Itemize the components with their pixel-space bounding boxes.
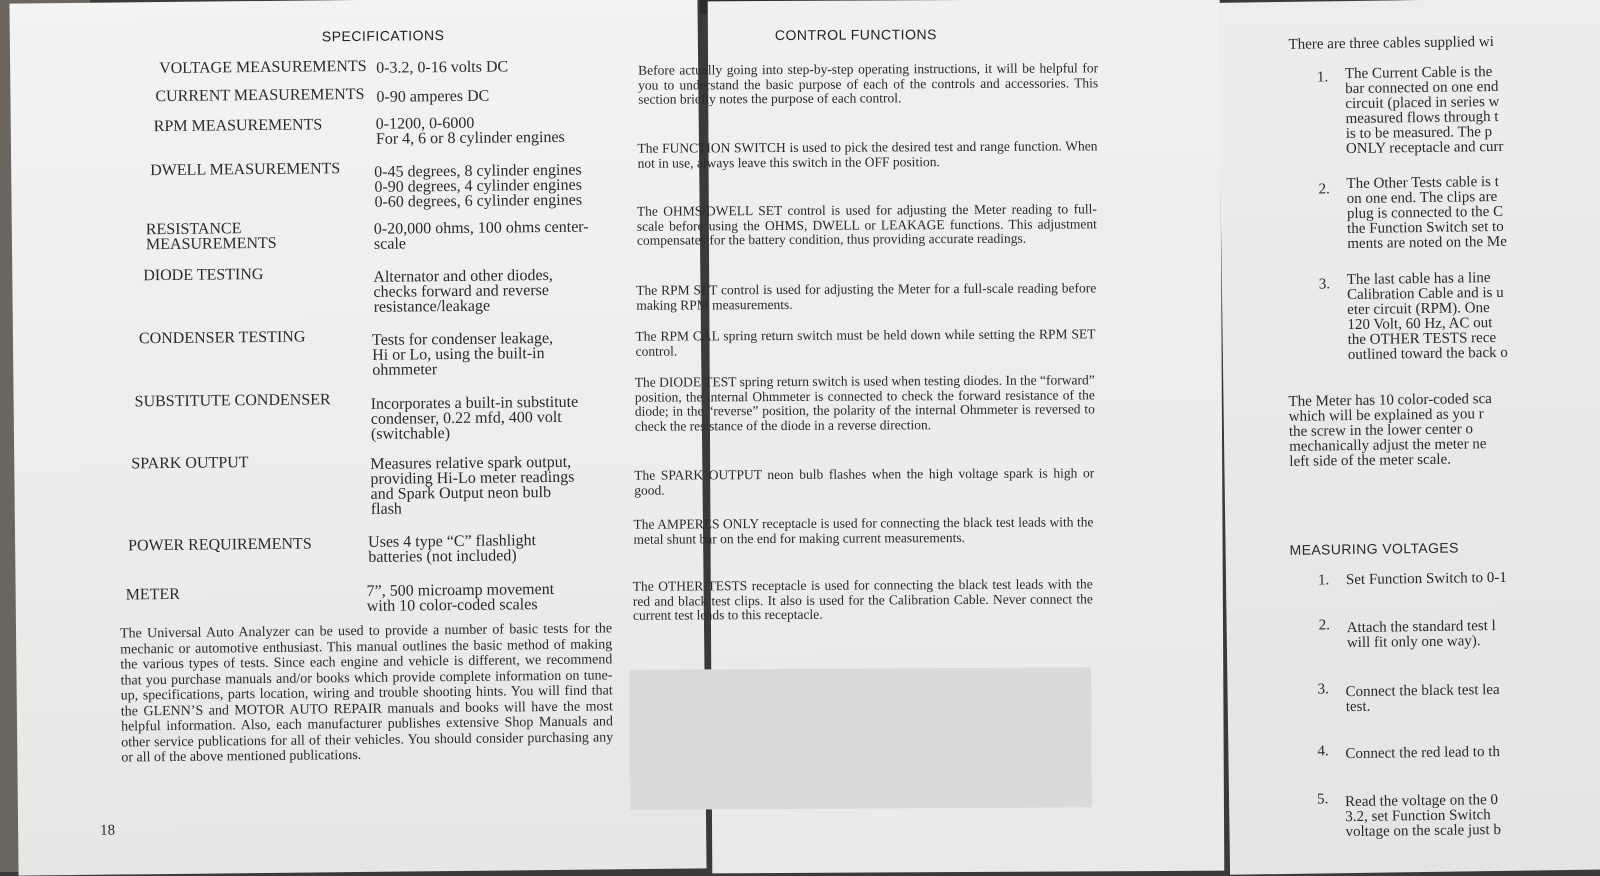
spec-label: DWELL MEASUREMENTS [150, 160, 341, 180]
illustration-placeholder [629, 667, 1092, 809]
spec-label: SPARK OUTPUT [131, 454, 249, 473]
step-item: Connect the black test lea test. [1345, 681, 1500, 716]
specifications-heading: SPECIFICATIONS [321, 27, 445, 45]
spec-value: Incorporates a built-in substitute condenser, 0.22 mfd, 400 volt (switchable) [370, 393, 579, 443]
right-page [632, 0, 1225, 873]
control-paragraph: The AMPERES ONLY receptacle is used for connecting the black test leads with the metal shunt bar on the end for making current measurements. [633, 514, 1094, 547]
list-number: 1. [1317, 572, 1330, 589]
cables-intro: There are three cables supplied wi [1288, 33, 1494, 53]
far-right-page [1218, 0, 1600, 875]
spec-value: Uses 4 type “C” flashlight batteries (not included) [368, 532, 537, 566]
control-paragraph: The OTHER TESTS receptacle is used for connecting the black test leads with the red and black test clips. It also is used for the Calibration Cable. Never connect the current test leads to this receptacle. [632, 576, 1093, 623]
spec-label: RPM MEASUREMENTS [153, 116, 323, 136]
list-number: 5. [1316, 791, 1329, 808]
spec-value: Measures relative spark output, providing Hi-Lo meter readings and Spark Output neon bulb flash [370, 453, 575, 518]
list-item: The Other Tests cable is t on one end. The clips are plug is connected to the C the Function Switch set to ments are noted on the Me [1346, 173, 1507, 253]
spec-label: METER [125, 585, 180, 604]
step-item: Connect the red lead to th [1345, 743, 1501, 763]
spec-value: Tests for condenser leakage, Hi or Lo, using the built-in ohmmeter [371, 329, 554, 379]
measuring-voltages-heading: MEASURING VOLTAGES [1289, 539, 1459, 558]
spec-label: VOLTAGE MEASUREMENTS [159, 57, 367, 78]
list-number: 2. [1318, 181, 1330, 198]
spec-label: CONDENSER TESTING [138, 328, 306, 348]
list-number: 1. [1316, 69, 1329, 86]
control-paragraph: The FUNCTION SWITCH is used to pick the desired test and range function. When not in use, always leave this switch in the OFF position. [637, 138, 1098, 171]
control-functions-heading: CONTROL FUNCTIONS [774, 26, 937, 43]
list-number: 3. [1317, 681, 1329, 698]
list-number: 2. [1318, 617, 1330, 634]
spec-value: 0-1200, 0-6000 For 4, 6 or 8 cylinder engines [375, 114, 565, 148]
spec-label: SUBSTITUTE CONDENSER [134, 391, 331, 411]
list-number: 4. [1317, 743, 1329, 760]
spec-value: 0-90 amperes DC [376, 87, 490, 106]
step-item: Set Function Switch to 0-1 [1345, 569, 1507, 589]
spec-label: DIODE TESTING [143, 265, 264, 285]
list-item: The last cable has a line Calibration Cable and is u eter circuit (RPM). One 120 Volt, 60 Hz, AC out the OTHER TESTS rece outlined toward the back o [1346, 270, 1508, 364]
spec-value: 7”, 500 microamp movement with 10 color-coded scales [366, 580, 555, 615]
spec-label: RESISTANCE MEASUREMENTS [145, 220, 277, 254]
left-page [9, 0, 706, 876]
spec-value: Alternator and other diodes, checks forward and reverse resistance/leakage [373, 266, 553, 316]
intro-paragraph: The Universal Auto Analyzer can be used to provide a number of basic tests for the mechanic or automotive enthusiast. This manual outlines the basic method of making the various types of tests. Since each engine and vehicle is different, we recommend that you purchase manuals and/or books which provide complete information on tune-up, specifications, parts location, wiring and trouble shooting hints. You will find that the GLENN’S and MOTOR AUTO REPAIR manuals and books will have the most helpful information. Also, each manufacturer publishes extensive Shop Manuals and other service publications for all of their vehicles. You should consider purchasing any or all of the above mentioned publications. [119, 621, 614, 766]
spec-label: CURRENT MEASUREMENTS [155, 85, 365, 106]
spec-value: 0-20,000 ohms, 100 ohms center- scale [373, 218, 589, 253]
control-paragraph: The RPM SET control is used for adjusting the Meter for a full-scale reading before making RPM measurements. [636, 280, 1097, 313]
list-number: 3. [1318, 276, 1331, 293]
spec-label: POWER REQUIREMENTS [128, 535, 312, 555]
control-paragraph: Before actually going into step-by-step operating instructions, it will be helpful for you to understand the basic purpose of each of the controls and accessories. This section briefly notes the purpose of each control. [638, 60, 1099, 107]
spec-value: 0-3.2, 0-16 volts DC [376, 58, 509, 77]
control-paragraph: The SPARK OUTPUT neon bulb flashes when the high voltage spark is high or good. [634, 465, 1095, 498]
step-item: Attach the standard test l will fit only one way). [1346, 618, 1496, 652]
control-paragraph: The RPM CAL spring return switch must be held down while setting the RPM SET control. [635, 326, 1096, 359]
meter-paragraph: The Meter has 10 color-coded sca which will be explained as you r the screw in the lower center o mechanically adjust the meter ne left side of the meter scale. [1288, 391, 1492, 470]
control-paragraph: The DIODE TEST spring return switch is used when testing diodes. In the “forward” position, the internal Ohmmeter is connected to check the forward resistance of the diode; in the “reverse” position, the polarity of the internal Ohmmeter is reversed to check the resistance of the diode in a reverse direction. [634, 372, 1095, 434]
page-number: 18 [100, 822, 116, 839]
control-paragraph: The OHMS/DWELL SET control is used for adjusting the Meter reading to full-scale before using the OHMS, DWELL or LEAKAGE functions. This adjustment compensates for the battery condition, thus providing accurate readings. [636, 201, 1097, 248]
spec-value: 0-45 degrees, 8 cylinder engines 0-90 degrees, 4 cylinder engines 0-60 degrees, 6 cylinder engines [374, 161, 583, 211]
step-item: Read the voltage on the 0 3.2, set Function Switch voltage on the scale just b [1344, 792, 1502, 841]
list-item: The Current Cable is the bar connected on one end circuit (placed in series w measured flows through t is to be measured. The p ONLY receptacle and curr [1344, 64, 1504, 158]
